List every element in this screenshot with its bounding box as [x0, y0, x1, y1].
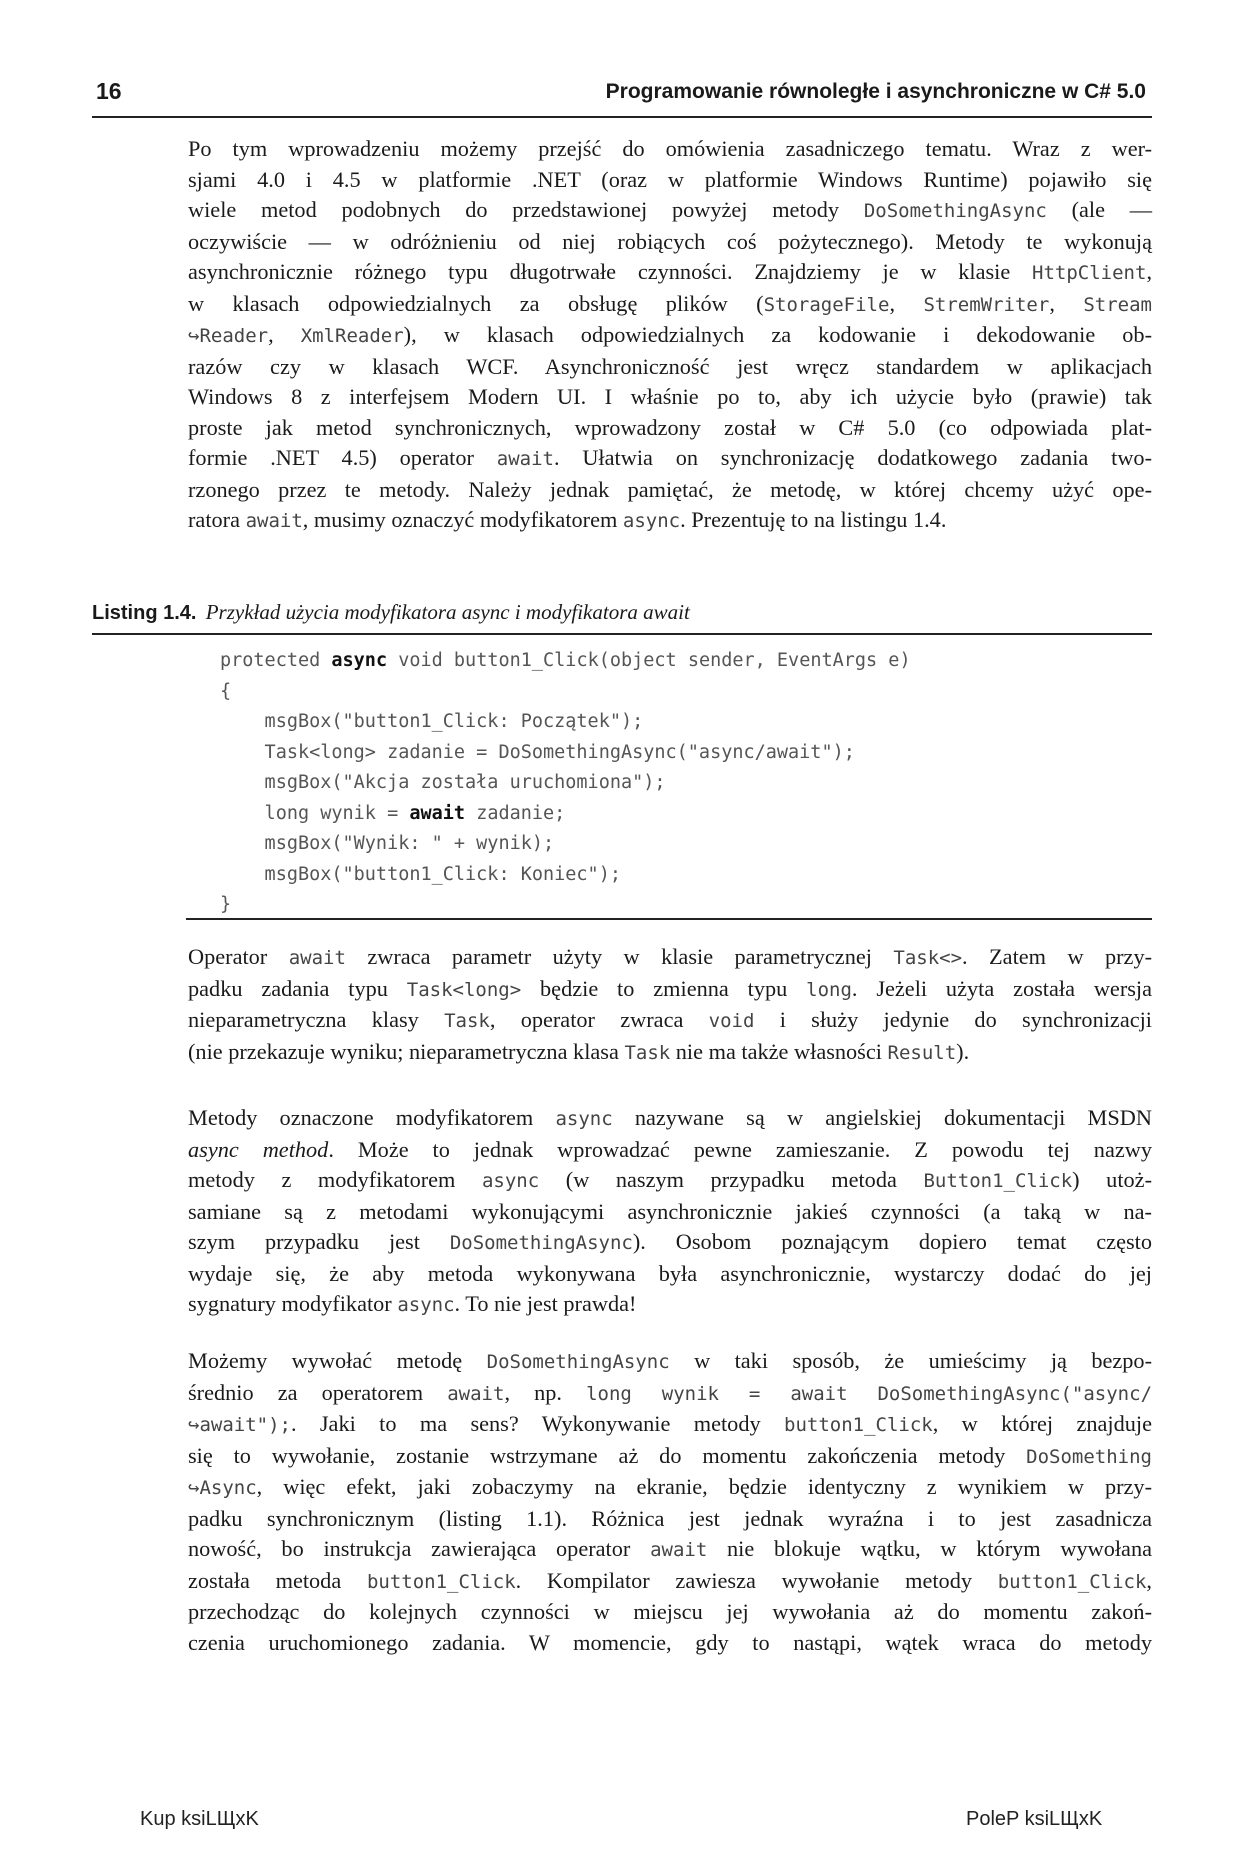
- inline-code: Task: [444, 1010, 490, 1032]
- text-line: nowość, bo instrukcja zawierająca operator await nie blokuje wątku, w którym wywołana: [188, 1536, 1152, 1561]
- text-line: szym przypadku jest DoSomethingAsync). Osobom poznającym dopiero temat często: [188, 1229, 1152, 1254]
- paragraph-intro: [188, 134, 1152, 537]
- paragraph-await-operator: [188, 942, 1152, 1068]
- inline-code: ↪Async: [188, 1477, 257, 1499]
- text-line: sygnatury modyfikator async. To nie jest prawda!: [188, 1291, 637, 1316]
- text-line: przechodząc do kolejnych czynności w miejscu jej wywołania aż do momentu zakoń-: [188, 1599, 1152, 1624]
- inline-code: button1_Click: [997, 1570, 1147, 1593]
- text-line: asynchronicznie różnego typu długotrwałe czynności. Znajdziemy je w klasie HttpClient,: [188, 259, 1153, 284]
- text-line: sjami 4.0 i 4.5 w platformie .NET (oraz w platformie Windows Runtime) pojawiło się: [188, 166, 1152, 192]
- text-line: średnio za operatorem await, np. long wynik = await DoSomethingAsync("async/: [188, 1379, 1153, 1405]
- footer-right: PoleP ksiLЩxK: [966, 1808, 1103, 1830]
- book-title: Programowanie równoległe i asynchroniczne w C# 5.0: [605, 80, 1146, 103]
- code-line: protected async void button1_Click(object sender, EventArgs e): [220, 650, 911, 671]
- text-line: proste jak metod synchronicznych, wprowadzony został w C# 5.0 (co odpowiada plat-: [188, 414, 1152, 440]
- footer-left: Kup ksiLЩxK: [140, 1808, 259, 1830]
- inline-code: await: [447, 1382, 505, 1405]
- inline-code: DoSomethingAsync: [486, 1351, 670, 1373]
- text-line: razów czy w klasach WCF. Asynchroniczność jest wręcz standardem w aplikacjach: [188, 353, 1152, 379]
- code-line: {: [220, 680, 232, 702]
- inline-code: StorageFile: [763, 293, 890, 316]
- inline-code: button1_Click: [784, 1414, 933, 1436]
- inline-code: StremWriter: [923, 293, 1050, 316]
- code-line: msgBox("Wynik: " + wynik);: [220, 833, 555, 854]
- paragraph-async-method: [188, 1103, 1152, 1321]
- text-line: się to wywołanie, zostanie wstrzymane aż do momentu zakończenia metody DoSomething: [188, 1442, 1153, 1468]
- text-line: padku zadania typu Task<long> będzie to zmienna typu long. Jeżeli użyta została wersja: [188, 975, 1153, 1001]
- text-line: ↪Reader, XmlReader), w klasach odpowiedzialnych za kodowanie i dekodowanie ob-: [188, 322, 1152, 347]
- text-line: nieparametryczna klasy Task, operator zwraca void i służy jedynie do synchronizacji: [188, 1007, 1153, 1032]
- inline-code: Task<>: [893, 947, 963, 969]
- inline-code: ↪await");: [188, 1414, 291, 1436]
- code-line: long wynik = await zadanie;: [220, 802, 566, 824]
- inline-code: await: [650, 1539, 708, 1561]
- inline-code: Task<long>: [406, 978, 522, 1001]
- inline-code: HttpClient: [1032, 262, 1147, 284]
- listing-title: Przykład użycia modyfikatora async i modyfikatora await: [205, 600, 690, 624]
- code-listing: [220, 646, 911, 921]
- inline-code: async: [397, 1294, 455, 1316]
- inline-code: await: [245, 510, 303, 532]
- inline-code: DoSomethingAsync: [863, 200, 1047, 222]
- listing-bottom-rule: [186, 918, 1152, 920]
- text-line: formie .NET 4.5) operator await. Ułatwia on synchronizację dodatkowego zadania two-: [188, 445, 1153, 470]
- text-line: rzonego przez te metody. Należy jednak pamiętać, że metodę, w której chcemy użyć ope-: [188, 476, 1152, 502]
- text-line: wiele metod podobnych do przedstawionej powyżej metody DoSomethingAsync (ale —: [188, 197, 1152, 222]
- text-line: ↪Async, więc efekt, jaki zobaczymy na ekranie, będzie identyczny z wynikiem w przy-: [188, 1474, 1152, 1499]
- text-line: (nie przekazuje wyniku; nieparametryczna klasa Task nie ma także własności Result).: [188, 1038, 970, 1064]
- inline-code: Button1_Click: [923, 1170, 1073, 1192]
- text-line: czenia uruchomionego zadania. W momencie, gdy to nastąpi, wątek wraca do metody: [188, 1629, 1152, 1655]
- inline-code: async: [555, 1108, 613, 1130]
- text-line: metody z modyfikatorem async (w naszym przypadku metoda Button1_Click) utoż-: [188, 1167, 1152, 1192]
- inline-code: button1_Click: [366, 1570, 516, 1593]
- text-line: ratora await, musimy oznaczyć modyfikatorem async. Prezentuję to na listingu 1.4.: [188, 507, 947, 532]
- text-line: wydaje się, że aby metoda wykonywana była asynchronicznie, wystarczy dodać do jej: [188, 1260, 1152, 1286]
- text-line: Metody oznaczone modyfikatorem async nazywane są w angielskiej dokumentacji MSDN: [188, 1105, 1152, 1130]
- inline-code: DoSomethingAsync: [449, 1232, 633, 1254]
- inline-code: long: [806, 978, 852, 1001]
- inline-code: Result: [887, 1041, 957, 1064]
- inline-code: Stream: [1083, 293, 1152, 316]
- inline-code: async: [481, 1170, 540, 1192]
- inline-code: DoSomething: [1026, 1445, 1153, 1468]
- inline-code: await: [496, 448, 554, 470]
- text-line: oczywiście — w odróżnieniu od niej robiących coś pożytecznego). Metody te wykonują: [188, 228, 1152, 254]
- inline-code: void: [708, 1010, 755, 1032]
- text-line: padku synchronicznym (listing 1.1). Różnica jest jednak wyraźna i to jest zasadnicza: [188, 1505, 1152, 1531]
- inline-code: Task: [624, 1041, 671, 1064]
- text-line: Po tym wprowadzeniu możemy przejść do omówienia zasadniczego tematu. Wraz z wer-: [188, 136, 1152, 161]
- inline-code: ↪Reader: [188, 325, 269, 347]
- text-line: async method. Może to jednak wprowadzać pewne zamieszanie. Z powodu tej nazwy: [188, 1136, 1153, 1162]
- text-line: Możemy wywołać metodę DoSomethingAsync w taki sposób, że umieścimy ją bezpo-: [188, 1348, 1152, 1373]
- text-line: w klasach odpowiedzialnych za obsługę plików (StorageFile, StremWriter, Stream: [188, 290, 1152, 316]
- code-line: msgBox("Akcja została uruchomiona");: [220, 772, 666, 793]
- code-line: msgBox("button1_Click: Koniec");: [220, 863, 621, 885]
- text-line: samiane są z metodami wykonującymi asynchronicznie jakieś czynności (a taką w na-: [188, 1198, 1152, 1224]
- inline-code: async: [622, 510, 681, 532]
- text-line: Operator await zwraca parametr użyty w klasie parametrycznej Task<>. Zatem w przy-: [188, 944, 1153, 969]
- paragraph-calling-await: [188, 1346, 1152, 1658]
- page-number: 16: [96, 78, 122, 104]
- code-line: }: [220, 894, 232, 915]
- inline-code: long wynik = await DoSomethingAsync("async/: [586, 1382, 1153, 1405]
- text-line: ↪await");. Jaki to ma sens? Wykonywanie metody button1_Click, w której znajduje: [188, 1411, 1152, 1436]
- listing-caption: [92, 600, 1152, 635]
- running-head: [92, 76, 1152, 118]
- text-line: została metoda button1_Click. Kompilator zawiesza wywołanie metody button1_Click,: [188, 1567, 1152, 1593]
- inline-code: await: [288, 947, 346, 969]
- code-line: Task<long> zadanie = DoSomethingAsync("async/await");: [220, 741, 855, 763]
- code-line: msgBox("button1_Click: Początek");: [220, 711, 644, 732]
- text-line: Windows 8 z interfejsem Modern UI. I właśnie po to, aby ich użycie było (prawie) tak: [188, 384, 1152, 409]
- inline-code: XmlReader: [300, 325, 404, 347]
- listing-label: Listing 1.4.: [92, 602, 197, 624]
